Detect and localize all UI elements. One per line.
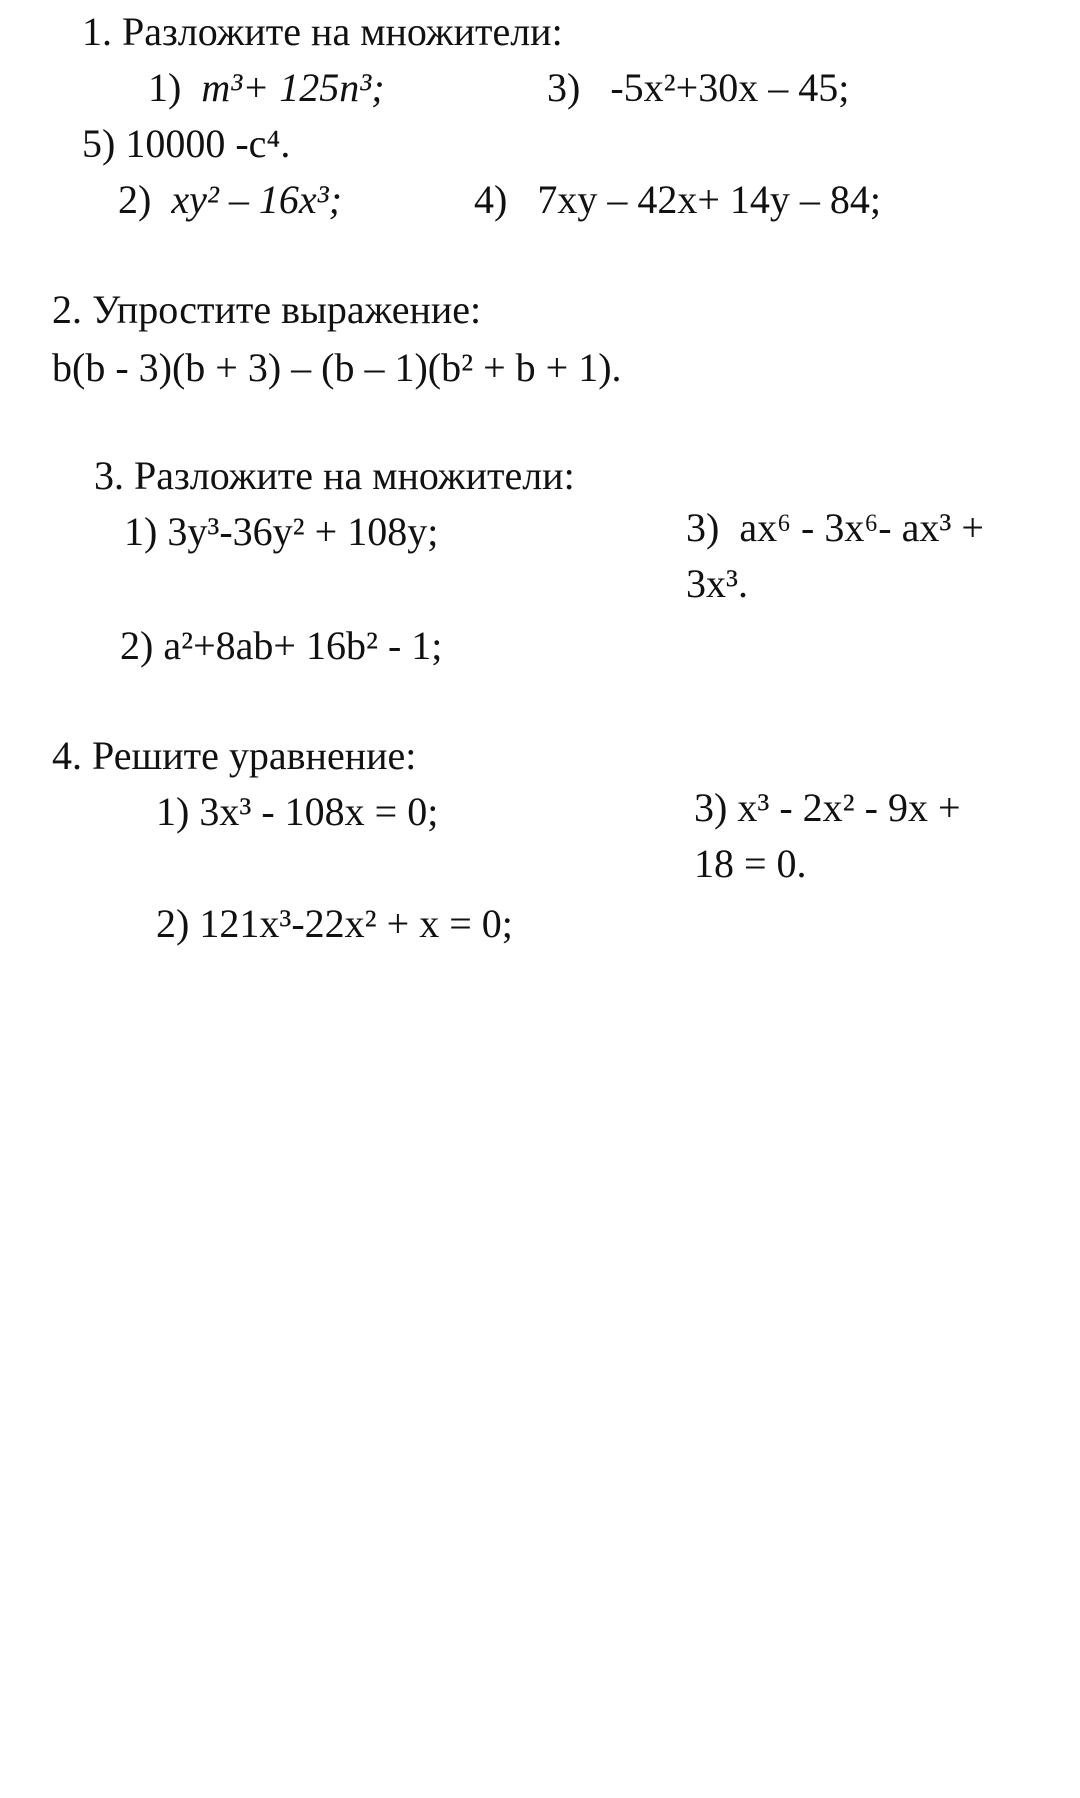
task3-item-1-label: 1) (124, 509, 158, 554)
task1-item-1 (148, 65, 385, 110)
task3-item-2-label: 2) (120, 623, 154, 668)
task3-item-3-expr: ax⁶ - 3x⁶- ax³ + 3x³. (686, 505, 984, 606)
task1-item-5-label: 5) (82, 121, 116, 166)
task4-item-3 (694, 780, 994, 892)
task4-item-2-expr: 121x³-22x² + x = 0; (199, 901, 513, 946)
task2-expr: b(b - 3)(b + 3) – (b – 1)(b² + b + 1). (52, 345, 622, 390)
task1-item-2 (118, 177, 342, 222)
task4-item-3-label: 3) (694, 785, 728, 830)
task3-item-3 (686, 500, 1006, 612)
task1-item-1-label: 1) (148, 65, 182, 110)
task1-item-2-label: 2) (118, 177, 152, 222)
task4-item-1-label: 1) (156, 789, 190, 834)
task1-item-4-label: 4) (474, 177, 508, 222)
task3-item-3-label: 3) (686, 505, 720, 550)
task1-item-5 (82, 121, 291, 166)
task1-item-4 (474, 177, 881, 222)
task3-title: 3. Разложите на множители: (94, 453, 575, 498)
task1-item-3 (547, 65, 850, 110)
task1-item-5-expr: 10000 -c⁴. (125, 121, 291, 166)
task4-item-1 (156, 789, 439, 834)
task1-item-3-expr: -5x²+30x – 45; (610, 65, 850, 110)
task4-item-2 (156, 901, 513, 946)
task1-item-2-expr: xy² – 16x³; (171, 177, 342, 222)
task4-item-2-label: 2) (156, 901, 190, 946)
task3-item-2-expr: a²+8ab+ 16b² - 1; (163, 623, 443, 668)
task3-item-1-expr: 3y³-36y² + 108y; (167, 509, 439, 554)
task1-item-1-expr: m³+ 125n³; (201, 65, 385, 110)
task2-title: 2. Упростите выражение: (52, 287, 482, 332)
task3-item-1 (124, 509, 439, 554)
task1-item-4-expr: 7xy – 42x+ 14y – 84; (537, 177, 881, 222)
task4-item-3-expr: x³ - 2x² - 9x + 18 = 0. (694, 785, 961, 886)
task1-item-3-label: 3) (547, 65, 581, 110)
task3-item-2 (120, 623, 443, 668)
task4-item-1-expr: 3x³ - 108x = 0; (199, 789, 439, 834)
task1-title: 1. Разложите на множители: (82, 9, 563, 54)
task4-title: 4. Решите уравнение: (52, 733, 417, 778)
